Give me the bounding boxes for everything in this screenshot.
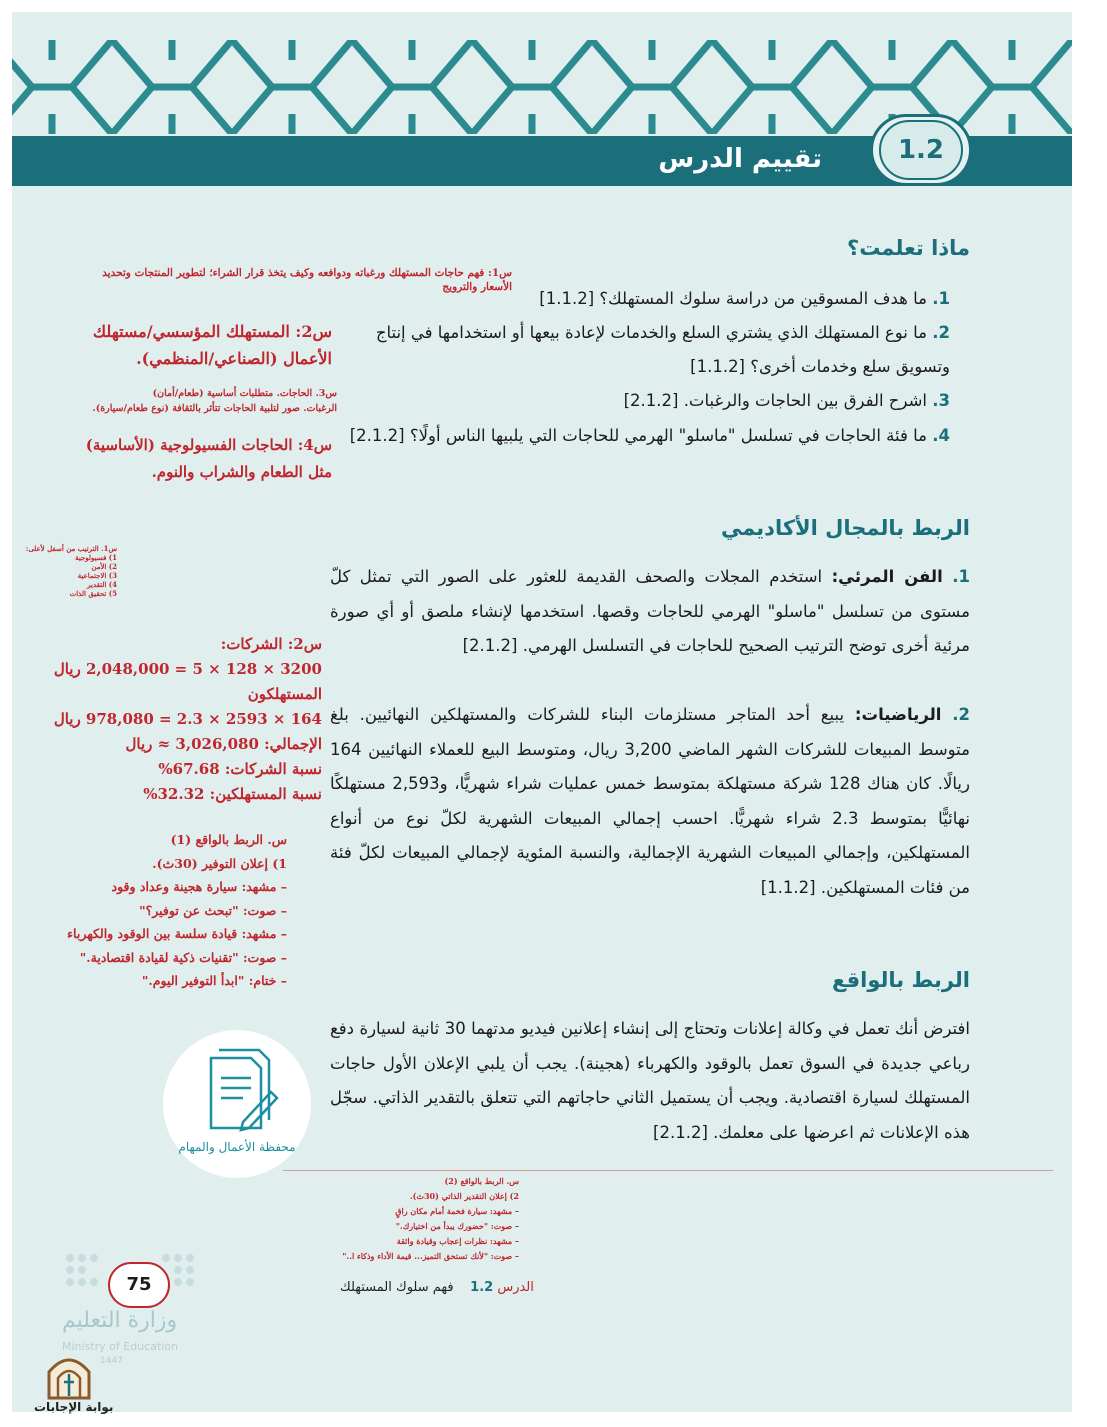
reality-heading: الربط بالواقع	[832, 968, 970, 992]
annotation-rule	[283, 1170, 1053, 1171]
reality-text: افترض أنك تعمل في وكالة إعلانات وتحتاج إلى إنشاء إعلانين فيديو مدتهما 30 ثانية لسيارة دفع رباعي جديدة في السوق تعمل بالوقود والكهرباء (هجينة). يجب أن يلبي الإعلان الأول حاجات المستهلك لسيارة اقتصادية. ويجب أن يستميل الثاني حاجاتهم التي تتعلق بالتقدير الذاتي. سجّل هذه الإعلانات ثم اعرضها على معلمك. [2.1.2]	[330, 1019, 970, 1142]
annotation-art: س1. الترتيب من أسفل لأعلى: 1) فسيولوجية 2) الأمن 3) الاجتماعية 4) التقدير 5) تحقيق الذات	[25, 544, 117, 598]
portal-label: بوابة الإجابات	[34, 1400, 114, 1414]
academic-item-math: 2. الرياضيات: يبيع أحد المتاجر مستلزمات البناء للشركات والمستهلكين النهائيين. بلغ متوسط المبيعات للشركات الشهر الماضي 3,200 ريال، ومتوسط البيع للعملاء النهائيين 164 ريالًا. كان هناك 128 شركة مستهلكة بمتوسط خمس عمليات شراء شهريًّا، و2,593 مستهلكًا نهائيًّا بمتوسط 2.3 شراء شهريًّا. احسب إجمالي المبيعات الشهرية لكلّ نوع من أنواع المستهلكين، وإجمالي المبيعات الشهرية الإجمالية، والنسبة المئوية لإجمالي المبيعات لكلّ فئة من فئات المستهلكين. [1.1.2]	[330, 705, 971, 897]
portfolio-icon	[163, 1030, 311, 1178]
annotation-q1: س1: فهم حاجات المستهلك ورغباته ودوافعه وكيف يتخذ قرار الشراء؛ لتطوير المنتجات وتحديد الأسعار والترويج	[102, 267, 512, 293]
lesson-title: تقييم الدرس	[658, 144, 822, 174]
academic-item-art: 1. الفن المرئي: استخدم المجلات والصحف القديمة للعثور على الصور التي تمثل كلّ مستوى من تسلسل "ماسلو" الهرمي للحاجات وقصها. استخدمها لإنشاء ملصق أو أي صورة مرئية أخرى توضح الترتيب الصحيح للحاجات في التسلسل الهرمي. [2.1.2]	[330, 567, 971, 655]
page-number: 75	[108, 1262, 170, 1308]
question-2: 2. ما نوع المستهلك الذي يشتري السلع والخدمات لإعادة بيعها أو استخدامها في إنتاج وتسويق سلع وخدمات أخرى؟ [1.1.2]	[375, 323, 950, 376]
portal-logo-icon	[44, 1352, 94, 1400]
annotation-reality-1: س. الربط بالواقع (1) 1) إعلان التوفير (30ث). – مشهد: سيارة هجينة وعداد وقود – صوت: "تبحث عن توفير؟" – مشهد: قيادة سلسة بين الوقود والكهرباء – صوت: "تقنيات ذكية لقيادة اقتصادية." – ختام: "ابدأ التوفير اليوم."	[67, 832, 287, 988]
portfolio-label: محفظة الأعمال والمهام	[178, 1140, 296, 1154]
lesson-number-badge: 1.2	[879, 120, 963, 180]
ministry-year: 1447	[100, 1356, 123, 1366]
ministry-name-arabic: وزارة التعليم	[62, 1308, 178, 1333]
footer-lesson: الدرس 1.2 فهم سلوك المستهلك	[340, 1280, 534, 1295]
question-1: 1. ما هدف المسوقين من دراسة سلوك المستهلك؟ [1.1.2]	[539, 289, 950, 308]
annotation-q2: س2: المستهلك المؤسسي/مستهلك الأعمال (الصناعي/المنظمي).	[92, 322, 332, 368]
academic-heading: الربط بالمجال الأكاديمي	[720, 516, 970, 540]
annotation-q3: س3. الحاجات. متطلبات أساسية (طعام/أمان) الرغبات. صور لتلبية الحاجات تتأثر بالثقافة (نوع طعام/سيارة).	[92, 388, 337, 414]
question-3: 3. اشرح الفرق بين الحاجات والرغبات. [2.1.2]	[623, 391, 950, 410]
ministry-name-english: Ministry of Education	[62, 1340, 179, 1353]
annotation-reality-2: س. الربط بالواقع (2) 2) إعلان التقدير الذاتي (30ث). – مشهد: سيارة فخمة أمام مكان راقٍ – صوت: "حضورك يبدأ من اختيارك." – مشهد: نظرات إعجاب وقيادة واثقة – صوت: "لأنك تستحق التميز... قيمة الأداء وذكاء ا.."	[342, 1176, 519, 1261]
annotation-q4: س4: الحاجات الفسيولوجية (الأساسية) مثل الطعام والشراب والنوم.	[85, 436, 332, 481]
annotation-math: س2: الشركات: 3200 × 128 × 5 = 2,048,000 ريال المستهلكون 164 × 2593 × 2.3 = 978,080 ريال الإجمالي: 3,026,080 ≈ ريال نسبة الشركات: 67.68% نسبة المستهلكين: 32.32%	[53, 635, 322, 803]
question-4: 4. ما فئة الحاجات في تسلسل "ماسلو" الهرمي للحاجات التي يلبيها الناس أولًا؟ [2.1.2]	[349, 426, 950, 445]
learned-heading: ماذا تعلمت؟	[847, 236, 970, 260]
portfolio-stamp	[163, 1030, 311, 1178]
